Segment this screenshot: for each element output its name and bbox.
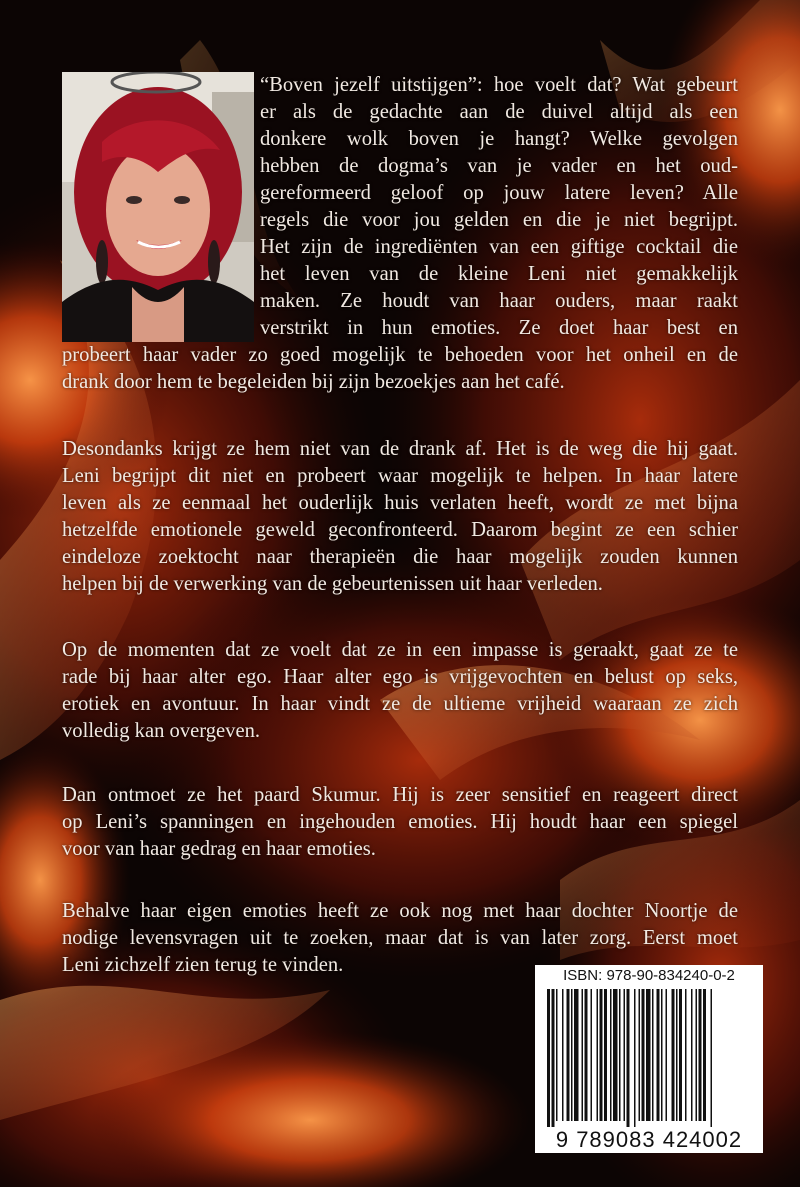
isbn-barcode-box [535, 965, 763, 1153]
text-line: Behalve haar eigen emoties heeft ze ook nog met haar dochter Noortje de [62, 900, 738, 922]
barcode-bar [661, 989, 663, 1121]
text-line: volledig kan overgeven. [62, 720, 261, 742]
barcode-bar [604, 989, 607, 1121]
paragraph-1-intro [260, 72, 738, 342]
text-line: rade bij haar alter ego. Haar alter ego is vrijgevochten en belust op seks, [62, 666, 738, 688]
text-line: verstrikt in hun emoties. Ze doet haar best en [260, 317, 738, 339]
paragraph-4 [62, 782, 738, 863]
barcode-bar [562, 989, 564, 1121]
barcode-bar [547, 989, 550, 1127]
text-line: Dan ontmoet ze het paard Skumur. Hij is zeer sensitief en reageert direct [62, 784, 738, 806]
barcode-bar [610, 989, 612, 1121]
barcode-bar [657, 989, 660, 1121]
text-line: Desondanks krijgt ze hem niet van de drank af. Het is de weg die hij gaat. [62, 438, 738, 460]
text-line: erotiek en avontuur. In haar vindt ze de ultieme vrijheid waaraan ze zich [62, 693, 738, 715]
text-line: regels die voor jou gelden en die je niet begrijpt. [260, 209, 738, 231]
barcode-bar [597, 989, 599, 1121]
text-line: Het zijn de ingrediënten van een giftige cocktail die [260, 236, 738, 258]
barcode-bar [571, 989, 573, 1121]
barcode-bar [600, 989, 603, 1121]
text-line: donkere wolk boven je hangt? Welke gevolgen [260, 128, 738, 150]
barcode-bar [703, 989, 706, 1121]
barcode-bar [634, 989, 636, 1127]
isbn-digits: 9 789083 424002 [555, 1127, 743, 1152]
paragraph-2 [62, 436, 738, 598]
barcode-bar [591, 989, 593, 1121]
text-line: gereformeerd geloof op jouw latere leven? Alle [260, 182, 738, 204]
barcode-bar [613, 989, 618, 1121]
text-line: het leven van de kleine Leni niet gemakkelijk [260, 263, 738, 285]
text-line: Op de momenten dat ze voelt dat ze in een impasse is geraakt, gaat ze te [62, 639, 738, 661]
barcode-bar [582, 989, 584, 1121]
barcode-bar [652, 989, 654, 1121]
barcode-bar [574, 989, 579, 1121]
isbn-label: ISBN: 978-90-834240-0-2 [563, 967, 735, 984]
text-line: hetzelfde emotionele geweld geconfronteerd. Daarom begint ze een schier [62, 519, 738, 541]
barcode-bar [619, 989, 621, 1121]
barcode-bar [691, 989, 693, 1121]
text-line: eindeloze zoektocht naar therapieën die haar mogelijk zouden kunnen [62, 546, 738, 568]
barcode-bar [642, 989, 645, 1121]
barcode-bar [646, 989, 651, 1121]
barcode-bar [639, 989, 641, 1121]
text-line: nodige levensvragen uit te zoeken, maar dat is van later zorg. Eerst moet [62, 927, 738, 949]
author-portrait-photo [62, 72, 254, 342]
text-line: Leni zichzelf zien terug te vinden. [62, 954, 344, 976]
text-line: op Leni’s spanningen en ingehouden emoties. Hij houdt haar een spiegel [62, 811, 738, 833]
barcode-bar [711, 989, 713, 1127]
barcode-bar [696, 989, 698, 1121]
text-line: voor van haar gedrag en haar emoties. [62, 838, 376, 860]
barcode-bar [552, 989, 555, 1127]
text-line: maken. Ze houdt van haar ouders, maar raakt [260, 290, 738, 312]
barcode-bar [627, 989, 630, 1127]
barcode-bar [666, 989, 668, 1121]
barcode-bar [676, 989, 678, 1121]
paragraph-1-continued [62, 342, 738, 396]
barcode-bar [672, 989, 675, 1121]
text-line: helpen bij de verwerking van de gebeurtenissen uit haar verleden. [62, 573, 603, 595]
paragraph-3 [62, 637, 738, 745]
isbn-barcode-icon [543, 989, 755, 1127]
text-line: probeert haar vader zo goed mogelijk te behoeden voor het onheil en de [62, 344, 738, 366]
text-line: leven als ze eenmaal het ouderlijk huis verlaten heeft, wordt ze met bijna [62, 492, 738, 514]
text-line: er als de gedachte aan de duivel altijd als een [260, 101, 738, 123]
barcode-bar [624, 989, 626, 1121]
barcode-bar [679, 989, 682, 1121]
text-line: drank door hem te begeleiden bij zijn bezoekjes aan het café. [62, 371, 565, 393]
text-line: Leni begrijpt dit niet en probeert waar mogelijk te helpen. In haar latere [62, 465, 738, 487]
barcode-bar [585, 989, 588, 1121]
barcode-bar [699, 989, 702, 1121]
barcode-bar [685, 989, 687, 1121]
barcode-bar [556, 989, 558, 1121]
text-line: hebben de dogma’s van je vader en het oud- [260, 155, 738, 177]
barcode-bar [567, 989, 570, 1121]
text-line: “Boven jezelf uitstijgen”: hoe voelt dat? Wat gebeurt [260, 74, 738, 96]
